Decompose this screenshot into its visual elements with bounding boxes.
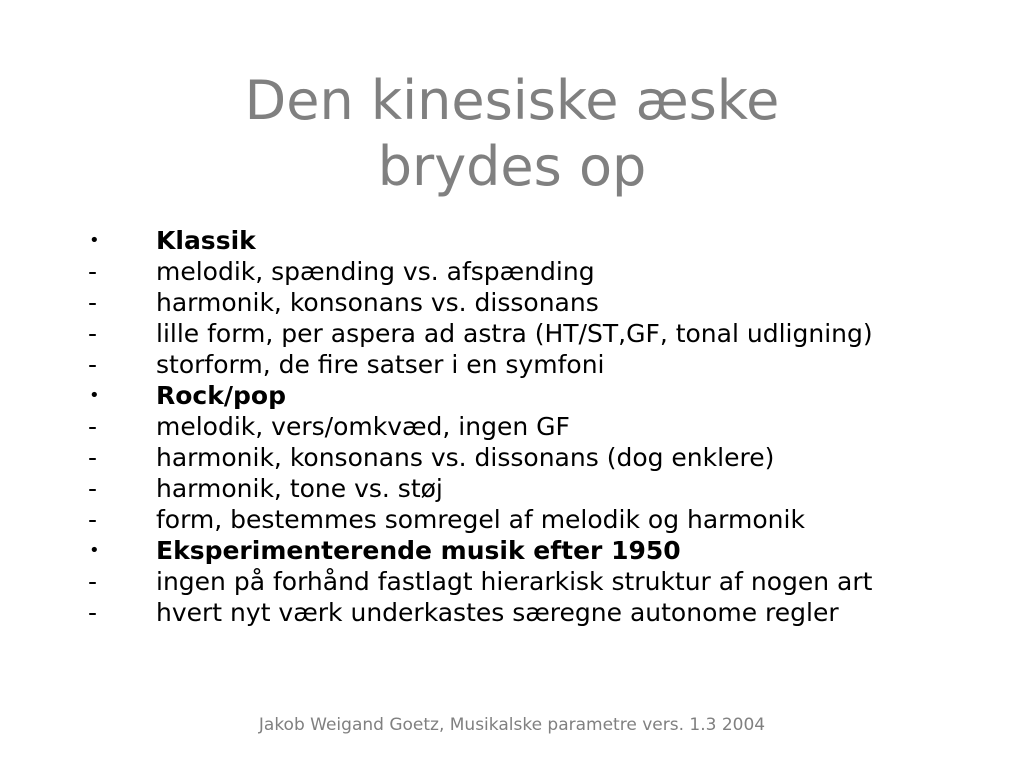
bullet-marker: • [89,540,100,561]
bullet-list [88,225,968,628]
list-item-text: melodik, vers/omkvæd, ingen GF [156,412,570,441]
list-item [88,504,968,535]
list-item-text: ingen på forhånd fastlagt hierarkisk struktur af nogen art [156,567,873,596]
dash-marker: - [88,350,98,379]
dash-marker: - [88,598,98,627]
dash-marker: - [88,443,98,472]
list-item [88,349,968,380]
list-item [88,473,968,504]
section-heading-text: Klassik [156,226,256,255]
list-item [88,411,968,442]
list-item-text: melodik, spænding vs. afspænding [156,257,595,286]
section-heading-text: Rock/pop [156,381,286,410]
list-item-text: harmonik, konsonans vs. dissonans [156,288,599,317]
section-heading-klassik [88,225,968,256]
dash-marker: - [88,474,98,503]
dash-marker: - [88,505,98,534]
list-item [88,597,968,628]
list-item [88,566,968,597]
list-item-text: harmonik, tone vs. støj [156,474,443,503]
section-heading-eksperimenterende [88,535,968,566]
bullet-marker: • [89,385,100,406]
dash-marker: - [88,567,98,596]
slide-title-line-2: brydes op [377,135,647,198]
slide-title-line-1: Den kinesiske æske [244,69,780,132]
list-item-text: hvert nyt værk underkastes særegne autonome regler [156,598,839,627]
list-item [88,442,968,473]
list-item-text: lille form, per aspera ad astra (HT/ST,GF, tonal udligning) [156,319,873,348]
list-item [88,287,968,318]
list-item-text: harmonik, konsonans vs. dissonans (dog enklere) [156,443,775,472]
list-item-text: storform, de fire satser i en symfoni [156,350,605,379]
section-heading-text: Eksperimenterende musik efter 1950 [156,536,681,565]
dash-marker: - [88,319,98,348]
list-item [88,318,968,349]
dash-marker: - [88,412,98,441]
slide-footer: Jakob Weigand Goetz, Musikalske parametre vers. 1.3 2004 [258,715,766,735]
slide-title [0,68,1024,200]
bullet-marker: • [89,230,100,251]
dash-marker: - [88,257,98,286]
list-item-text: form, bestemmes somregel af melodik og harmonik [156,505,805,534]
list-item [88,256,968,287]
section-heading-rock-pop [88,380,968,411]
dash-marker: - [88,288,98,317]
